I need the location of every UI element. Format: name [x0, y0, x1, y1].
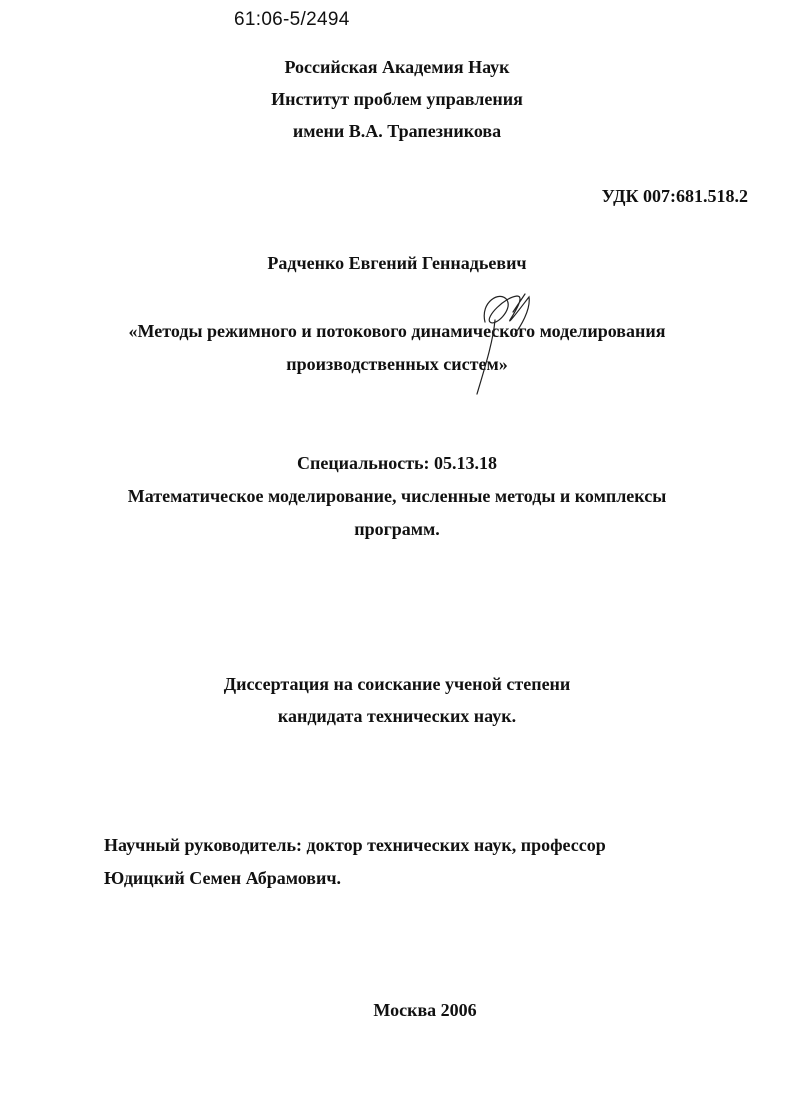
thesis-title-line-1: «Методы режимного и потокового динамического моделирования [128, 321, 666, 341]
institute-name: Институт проблем управления [271, 89, 523, 109]
dissertation-line-1: Диссертация на соискание ученой степени [223, 674, 571, 694]
supervisor-line-2: Юдицкий Семен Абрамович. [104, 868, 342, 888]
supervisor-line-1: Научный руководитель: доктор технических наук, профессор [104, 835, 606, 855]
city-year: Москва 2006 [373, 1000, 477, 1020]
udk-code: УДК 007:681.518.2 [601, 186, 748, 206]
author-signature [455, 282, 545, 397]
specialty-code: Специальность: 05.13.18 [296, 453, 498, 473]
institute-named-after: имени В.А. Трапезникова [292, 121, 502, 141]
thesis-title-line-2: производственных систем» [286, 354, 508, 374]
academy-name: Российская Академия Наук [284, 57, 510, 77]
archive-stamp: 61:06-5/2494 [234, 9, 350, 30]
specialty-name-line-2: программ. [354, 519, 440, 539]
specialty-name-line-1: Математическое моделирование, численные методы и комплексы [127, 486, 667, 506]
author-name: Радченко Евгений Геннадьевич [267, 253, 527, 273]
dissertation-line-2: кандидата технических наук. [277, 706, 517, 726]
